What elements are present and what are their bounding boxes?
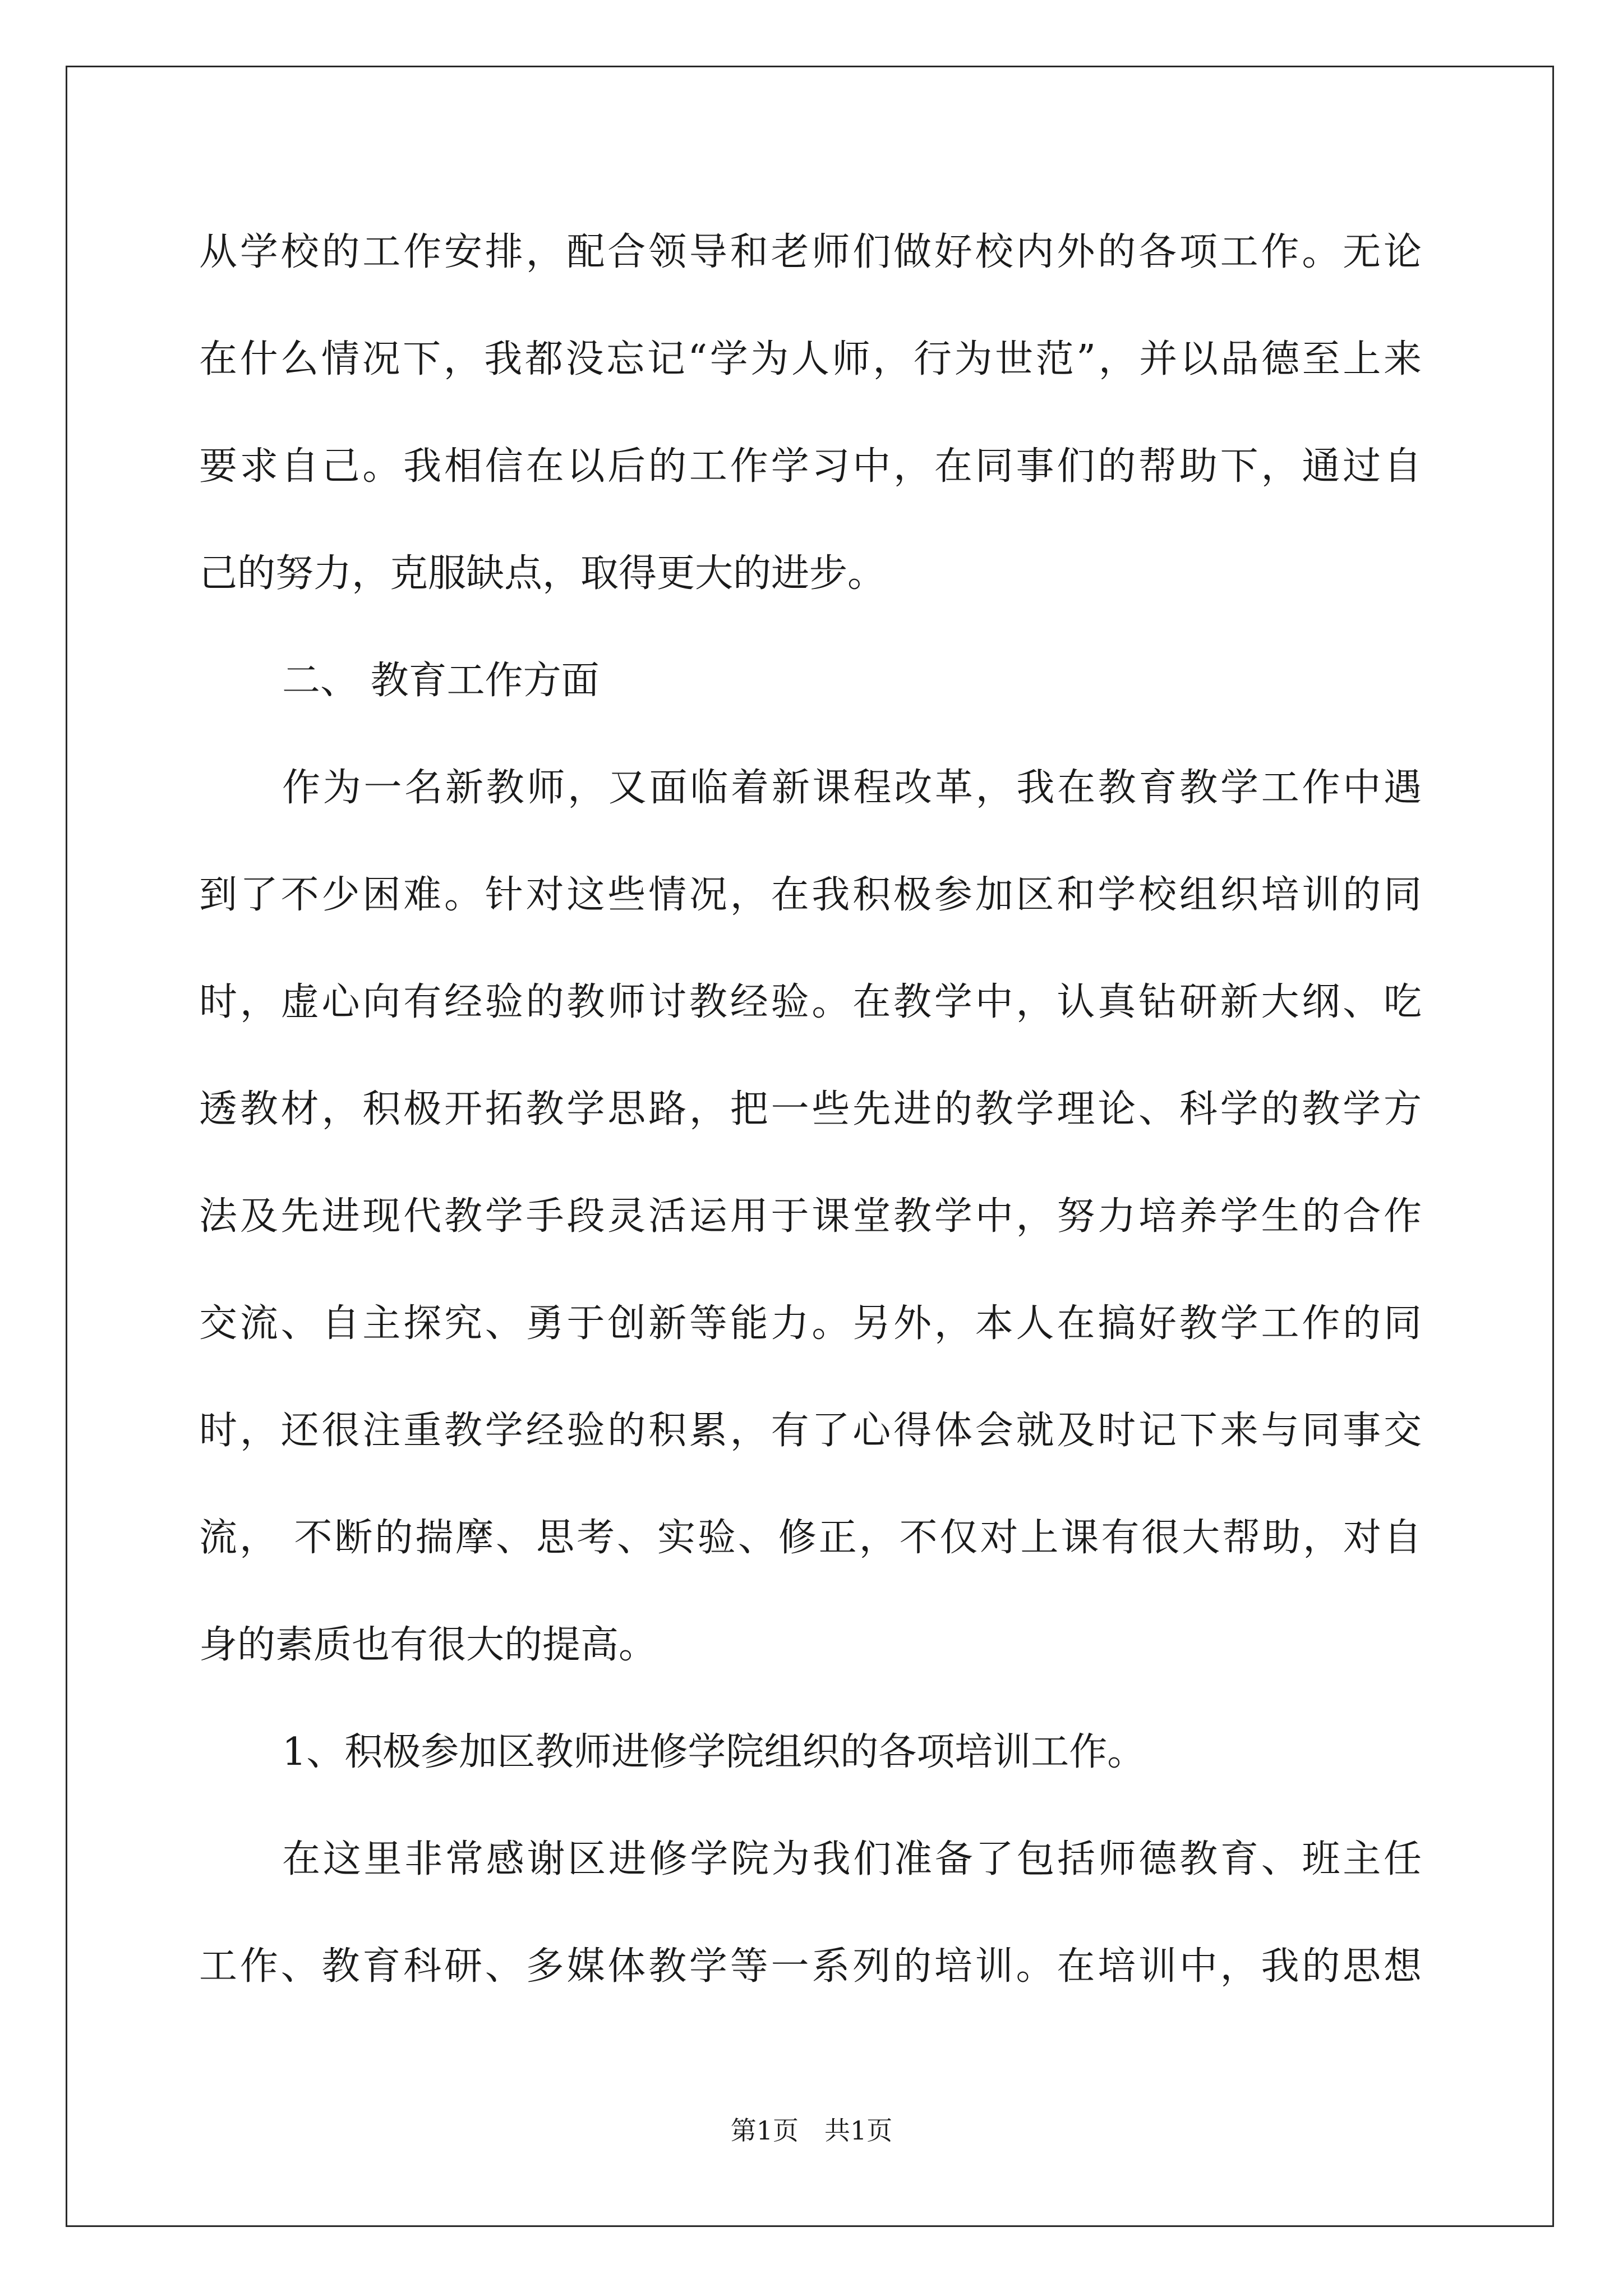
section-heading: 二、 教育工作方面 <box>282 659 600 703</box>
page-footer <box>0 2114 1623 2147</box>
text-line: 流， 不断的揣摩、思考、实验、修正，不仅对上课有很大帮助，对自 <box>199 1516 1422 1560</box>
text-line: 时，还很注重教学经验的积累，有了心得体会就及时记下来与同事交 <box>199 1409 1422 1453</box>
text-line: 工作、教育科研、多媒体教学等一系列的培训。在培训中，我的思想 <box>199 1944 1422 1989</box>
text-line: 己的努力，克服缺点，取得更大的进步。 <box>199 551 886 596</box>
subsection-heading: 1、积极参加区教师进修学院组织的各项培训工作。 <box>282 1730 1146 1774</box>
page-total: 共1页 <box>824 2115 893 2146</box>
text-line: 身的素质也有很大的提高。 <box>199 1623 657 1667</box>
text-line: 作为一名新教师，又面临着新课程改革，我在教育教学工作中遇 <box>282 766 1422 810</box>
text-line: 时，虚心向有经验的教师讨教经验。在教学中，认真钻研新大纲、吃 <box>199 980 1422 1024</box>
text-line: 在这里非常感谢区进修学院为我们准备了包括师德教育、班主任 <box>282 1837 1422 1881</box>
page-number: 第1页 <box>730 2115 799 2146</box>
text-line: 到了不少困难。针对这些情况，在我积极参加区和学校组织培训的同 <box>199 873 1422 917</box>
text-line: 要求自己。我相信在以后的工作学习中，在同事们的帮助下，通过自 <box>199 444 1422 489</box>
text-line: 在什么情况下，我都没忘记“学为人师，行为世范”，并以品德至上来 <box>199 337 1422 381</box>
text-line: 交流、自主探究、勇于创新等能力。另外，本人在搞好教学工作的同 <box>199 1301 1422 1346</box>
text-line: 法及先进现代教学手段灵活运用于课堂教学中，努力培养学生的合作 <box>199 1194 1422 1239</box>
text-line: 透教材，积极开拓教学思路，把一些先进的教学理论、科学的教学方 <box>199 1087 1422 1131</box>
text-line: 从学校的工作安排，配合领导和老师们做好校内外的各项工作。无论 <box>199 230 1422 274</box>
